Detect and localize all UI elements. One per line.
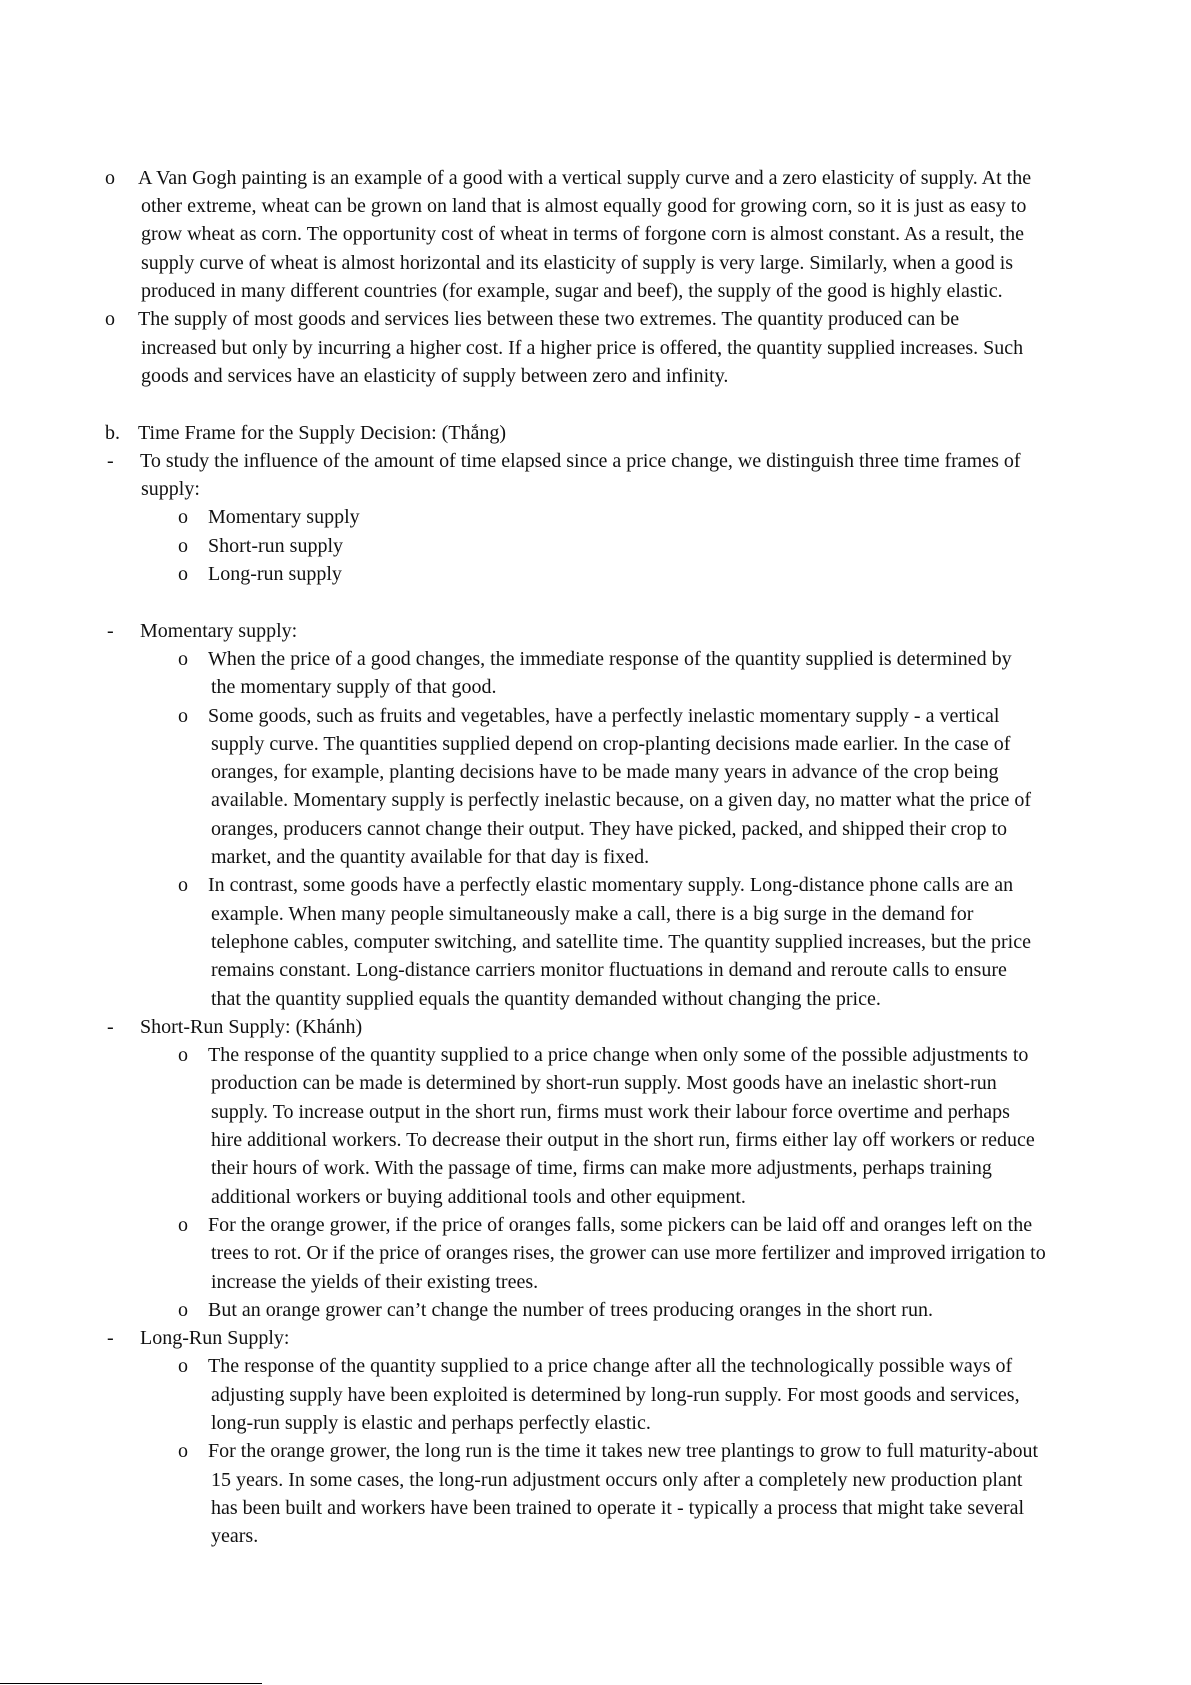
text-line-continuation: that the quantity supplied equals the quantity demanded without changing the price.: [211, 987, 881, 1010]
list-item-text: The supply of most goods and services lies between these two extremes. The quantity produced can be: [138, 308, 960, 331]
list-item-text: Momentary supply:: [140, 619, 298, 642]
text-line-continuation: example. When many people simultaneously make a call, there is a big surge in the demand for: [211, 902, 974, 925]
list-item-text: A Van Gogh painting is an example of a good with a vertical supply curve and a zero elasticity of supply. At the: [138, 166, 1032, 189]
text-line-continuation: available. Momentary supply is perfectly inelastic because, on a given day, no matter what the price of: [211, 789, 1032, 812]
text-line-continuation: supply curve of wheat is almost horizontal and its elasticity of supply is very large. Similarly, when a good is: [141, 251, 1014, 274]
dash-bullet: -: [107, 449, 114, 472]
circle-bullet: o: [178, 647, 188, 670]
text-line-continuation: hire additional workers. To decrease their output in the short run, firms either lay off workers or reduce: [211, 1129, 1035, 1152]
text-line-continuation: their hours of work. With the passage of time, firms can make more adjustments, perhaps training: [211, 1157, 992, 1180]
text-line-continuation: supply:: [141, 478, 200, 501]
list-item-text: Some goods, such as fruits and vegetables, have a perfectly inelastic momentary supply - a vertical: [208, 704, 1000, 727]
text-line-continuation: grow wheat as corn. The opportunity cost of wheat in terms of forgone corn is almost constant. As a result, the: [141, 223, 1024, 246]
list-item-text: When the price of a good changes, the immediate response of the quantity supplied is determined by: [208, 647, 1012, 670]
circle-bullet: o: [178, 704, 188, 727]
text-line-continuation: years.: [211, 1525, 259, 1548]
text-line-continuation: oranges, producers cannot change their output. They have picked, packed, and shipped their crop to: [211, 817, 1008, 840]
circle-bullet: o: [178, 506, 188, 529]
text-line-continuation: long-run supply is elastic and perhaps perfectly elastic.: [211, 1412, 651, 1435]
circle-bullet: o: [178, 1044, 188, 1067]
circle-bullet: o: [178, 1298, 188, 1321]
list-number: b.: [105, 421, 120, 444]
circle-bullet: o: [105, 308, 115, 331]
list-item-text: For the orange grower, the long run is the time it takes new tree plantings to grow to full maturity-about: [208, 1440, 1039, 1463]
page-bottom-rule: [0, 1683, 262, 1684]
text-line-continuation: oranges, for example, planting decisions have to be made many years in advance of the crop being: [211, 761, 999, 784]
text-line-continuation: supply curve. The quantities supplied depend on crop-planting decisions made earlier. In the case of: [211, 732, 1011, 755]
text-line-continuation: increase the yields of their existing trees.: [211, 1270, 539, 1293]
text-line-continuation: the momentary supply of that good.: [211, 676, 497, 699]
circle-bullet: o: [105, 166, 115, 189]
circle-bullet: o: [178, 1355, 188, 1378]
list-item-text: For the orange grower, if the price of oranges falls, some pickers can be laid off and oranges left on the: [208, 1213, 1033, 1236]
text-line-continuation: adjusting supply have been exploited is determined by long-run supply. For most goods and services,: [211, 1383, 1020, 1406]
circle-bullet: o: [178, 1213, 188, 1236]
text-line-continuation: production can be made is determined by short-run supply. Most goods have an inelastic short-run: [211, 1072, 997, 1095]
list-item-text: Long-run supply: [208, 563, 342, 586]
list-item-text: Long-Run Supply:: [140, 1327, 290, 1350]
dash-bullet: -: [107, 1327, 114, 1350]
circle-bullet: o: [178, 563, 188, 586]
text-line-continuation: has been built and workers have been trained to operate it - typically a process that might take several: [211, 1496, 1025, 1519]
text-line-continuation: trees to rot. Or if the price of oranges rises, the grower can use more fertilizer and improved irrigation to: [211, 1242, 1046, 1265]
text-line-continuation: produced in many different countries (for example, sugar and beef), the supply of the good is highly elastic.: [141, 280, 1003, 303]
dash-bullet: -: [107, 1015, 114, 1038]
text-line-continuation: 15 years. In some cases, the long-run adjustment occurs only after a completely new production plant: [211, 1468, 1023, 1491]
circle-bullet: o: [178, 874, 188, 897]
text-line-continuation: supply. To increase output in the short run, firms must work their labour force overtime and perhaps: [211, 1100, 1010, 1123]
list-item-text: Time Frame for the Supply Decision: (Thắng): [138, 421, 507, 444]
dash-bullet: -: [107, 619, 114, 642]
list-item-text: The response of the quantity supplied to a price change when only some of the possible adjustments to: [208, 1044, 1029, 1067]
circle-bullet: o: [178, 1440, 188, 1463]
text-line-continuation: remains constant. Long-distance carriers monitor fluctuations in demand and reroute calls to ensure: [211, 959, 1007, 982]
text-line-continuation: goods and services have an elasticity of supply between zero and infinity.: [141, 364, 729, 387]
list-item-text: Short-run supply: [208, 534, 343, 557]
list-item-text: But an orange grower can’t change the number of trees producing oranges in the short run.: [208, 1298, 933, 1321]
text-line-continuation: market, and the quantity available for that day is fixed.: [211, 846, 650, 869]
text-line-continuation: telephone cables, computer switching, and satellite time. The quantity supplied increases, but the price: [211, 930, 1031, 953]
circle-bullet: o: [178, 534, 188, 557]
list-item-text: Short-Run Supply: (Khánh): [140, 1015, 363, 1038]
list-item-text: Momentary supply: [208, 506, 360, 529]
list-item-text: The response of the quantity supplied to a price change after all the technologically possible ways of: [208, 1355, 1013, 1378]
list-item-text: In contrast, some goods have a perfectly elastic momentary supply. Long-distance phone calls are an: [208, 874, 1014, 897]
text-line-continuation: other extreme, wheat can be grown on land that is almost equally good for growing corn, so it is just as easy to: [141, 195, 1027, 218]
list-item-text: To study the influence of the amount of time elapsed since a price change, we distinguish three time frames of: [140, 449, 1021, 472]
text-line-continuation: increased but only by incurring a higher cost. If a higher price is offered, the quantity supplied increases. Such: [141, 336, 1024, 359]
text-line-continuation: additional workers or buying additional tools and other equipment.: [211, 1185, 746, 1208]
